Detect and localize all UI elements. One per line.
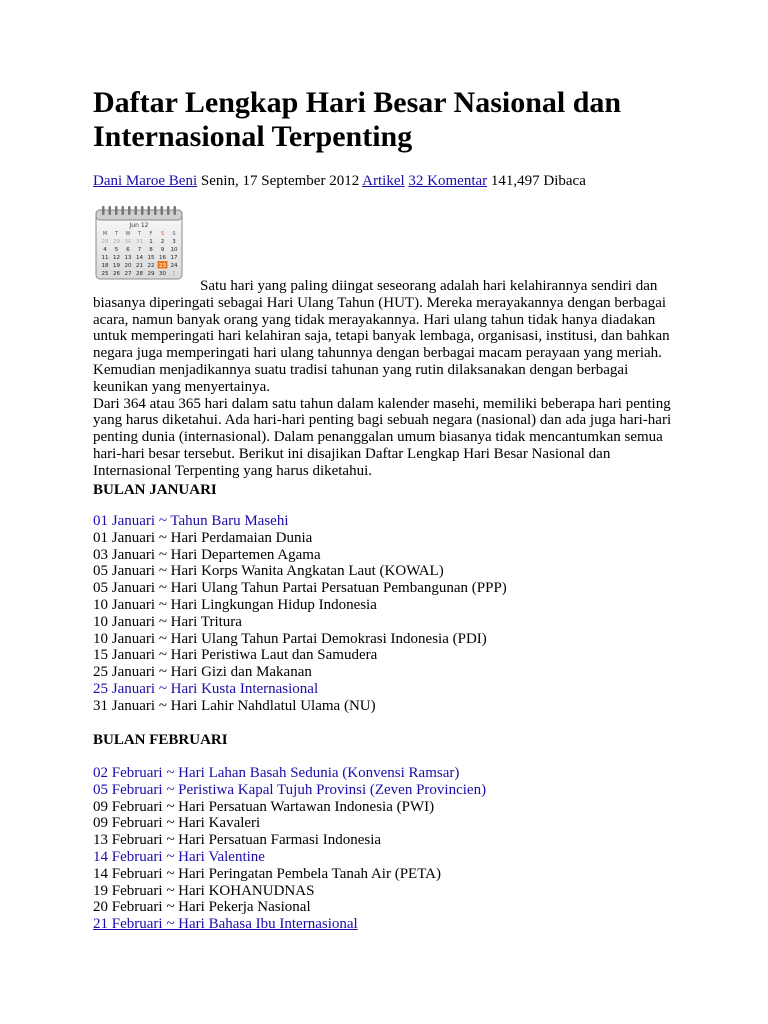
- januari-list: [93, 513, 507, 715]
- list-item: 09 Februari ~ Hari Kavaleri: [93, 815, 261, 832]
- calendar-weekday: T: [137, 231, 142, 237]
- list-item: 10 Januari ~ Hari Tritura: [93, 613, 242, 630]
- calendar-day: 24: [170, 263, 178, 269]
- calendar-ring: [154, 206, 157, 215]
- calendar-weekday: F: [149, 231, 153, 237]
- list-item: 14 Februari ~ Hari Peringatan Pembela Tanah Air (PETA): [93, 865, 441, 882]
- calendar-month-label: Jun 12: [129, 222, 149, 229]
- calendar-ring: [102, 206, 105, 215]
- calendar-day: 28: [101, 239, 109, 245]
- list-item: 13 Februari ~ Hari Persatuan Farmasi Indonesia: [93, 832, 382, 849]
- calendar-day: 17: [170, 255, 178, 261]
- calendar-day: 25: [101, 271, 109, 277]
- calendar-day: 16: [159, 255, 166, 261]
- calendar-day: 21: [136, 263, 143, 269]
- calendar-day: 2: [160, 239, 165, 245]
- calendar-day: 20: [124, 263, 132, 269]
- list-item[interactable]: 02 Februari ~ Hari Lahan Basah Sedunia (Konvensi Ramsar): [93, 765, 460, 781]
- list-item[interactable]: 21 Februari ~ Hari Bahasa Ibu Internasional: [93, 916, 358, 933]
- calendar-weekday: M: [102, 231, 108, 237]
- calendar-ring: [161, 206, 164, 215]
- list-item: 03 Januari ~ Hari Departemen Agama: [93, 546, 321, 563]
- calendar-day: 14: [136, 255, 143, 261]
- calendar-day: 3: [172, 239, 176, 245]
- category-link[interactable]: Artikel: [362, 173, 405, 189]
- intro-text: [93, 278, 683, 480]
- calendar-day: 31: [136, 239, 143, 245]
- calendar-day: 28: [136, 271, 143, 277]
- list-item: 05 Januari ~ Hari Ulang Tahun Partai Persatuan Pembangunan (PPP): [93, 580, 507, 597]
- list-item[interactable]: 14 Februari ~ Hari Valentine: [93, 848, 265, 865]
- calendar-ring: [167, 206, 170, 215]
- list-item: 01 Januari ~ Hari Perdamaian Dunia: [93, 529, 313, 546]
- calendar-ring: [174, 206, 177, 215]
- list-item: 09 Februari ~ Hari Persatuan Wartawan Indonesia (PWI): [93, 798, 435, 815]
- heading-januari: BULAN JANUARI: [93, 482, 217, 498]
- list-item[interactable]: 05 Februari ~ Peristiwa Kapal Tujuh Provinsi (Zeven Provincien): [93, 781, 487, 798]
- calendar-day: 7: [137, 247, 142, 253]
- calendar-day: 10: [170, 247, 178, 253]
- calendar-ring: [128, 206, 131, 215]
- calendar-weekday: S: [172, 231, 176, 237]
- calendar-day: 18: [101, 263, 109, 269]
- heading-februari: BULAN FEBRUARI: [93, 732, 228, 748]
- calendar-day: 30: [124, 239, 132, 245]
- calendar-day: 5: [114, 247, 119, 253]
- calendar-day: 13: [124, 255, 132, 261]
- list-item: 10 Januari ~ Hari Ulang Tahun Partai Demokrasi Indonesia (PDI): [93, 630, 487, 647]
- list-item: 05 Januari ~ Hari Korps Wanita Angkatan Laut (KOWAL): [93, 563, 444, 580]
- calendar-day: 27: [124, 271, 132, 277]
- calendar-ring: [148, 206, 151, 215]
- calendar-weekday: T: [114, 231, 119, 237]
- calendar-day: 30: [159, 271, 166, 277]
- calendar-day: 6: [126, 247, 130, 253]
- calendar-day: 8: [149, 247, 153, 253]
- februari-list: [93, 765, 486, 933]
- calendar-day: 1: [149, 239, 153, 245]
- calendar-day: 15: [147, 255, 155, 261]
- calendar-icon: [95, 205, 183, 280]
- calendar-ring: [109, 206, 112, 215]
- calendar-ring: [122, 206, 125, 215]
- comments-link[interactable]: 32 Komentar: [408, 173, 488, 189]
- article-meta: [93, 172, 586, 190]
- article-title: Daftar Lengkap Hari Besar Nasional dan Internasional Terpenting: [93, 86, 622, 153]
- calendar-ring: [115, 206, 118, 215]
- calendar-day: 12: [113, 255, 120, 261]
- calendar-weekday: W: [125, 231, 131, 237]
- calendar-ring: [135, 206, 138, 215]
- author-link[interactable]: Dani Maroe Beni: [93, 173, 198, 189]
- list-item: 19 Februari ~ Hari KOHANUDNAS: [93, 882, 315, 899]
- list-item: 20 Februari ~ Hari Pekerja Nasional: [93, 899, 311, 916]
- list-item[interactable]: 25 Januari ~ Hari Kusta Internasional: [93, 680, 319, 697]
- intro-paragraph-1: Satu hari yang paling diingat seseorang adalah hari kelahirannya sendiri dan biasanya diperingati sebagai Hari Ulang Tahun (HUT). Mereka merayakannya dengan berbagai acara, namun banyak orang yang tidak merayakannya. Hari ulang tahun tidak hanya diadakan untuk memperingati hari kelahiran saja, tetapi banyak lembaga, organisasi, institusi, dan bahkan negara juga memperingati hari ulang tahunnya dengan berbagai macam perayaan yang meriah. Kemudian menjadikannya suatu tradisi tahunan yang rutin dilaksanakan dengan berbagai keunikan yang menyertainya.: [93, 278, 670, 395]
- calendar-weekday: S: [160, 231, 165, 237]
- intro-paragraph-2: Dari 364 atau 365 hari dalam satu tahun dalam kalender masehi, memiliki beberapa hari penting yang harus diketahui. Ada hari-hari penting bagi sebuah negara (nasional) dan ada juga hari-hari penting dunia (internasional). Dalam penanggalan umum biasanya tidak mencantumkan semua hari-hari besar tersebut. Berikut ini disajikan Daftar Lengkap Hari Besar Nasional dan Internasional Terpenting yang harus diketahui.: [93, 395, 672, 479]
- view-count: 141,497 Dibaca: [490, 173, 586, 189]
- list-item[interactable]: 01 Januari ~ Tahun Baru Masehi: [93, 513, 289, 529]
- calendar-ring: [141, 206, 144, 215]
- calendar-day: 11: [101, 255, 109, 261]
- calendar-day: 29: [147, 271, 155, 277]
- list-item: 25 Januari ~ Hari Gizi dan Makanan: [93, 664, 312, 681]
- calendar-day: 9: [160, 247, 165, 253]
- calendar-day: 1: [172, 271, 176, 277]
- calendar-day: 19: [113, 263, 120, 269]
- calendar-day: 22: [147, 263, 155, 269]
- calendar-day: 23: [159, 263, 166, 269]
- post-date: Senin, 17 September 2012: [200, 173, 360, 189]
- list-item: 31 Januari ~ Hari Lahir Nahdlatul Ulama (NU): [93, 697, 376, 714]
- list-item: 15 Januari ~ Hari Peristiwa Laut dan Samudera: [93, 647, 378, 664]
- calendar-day: 4: [103, 247, 107, 253]
- list-item: 10 Januari ~ Hari Lingkungan Hidup Indonesia: [93, 596, 377, 613]
- calendar-day: 29: [113, 239, 120, 245]
- calendar-day: 26: [113, 271, 120, 277]
